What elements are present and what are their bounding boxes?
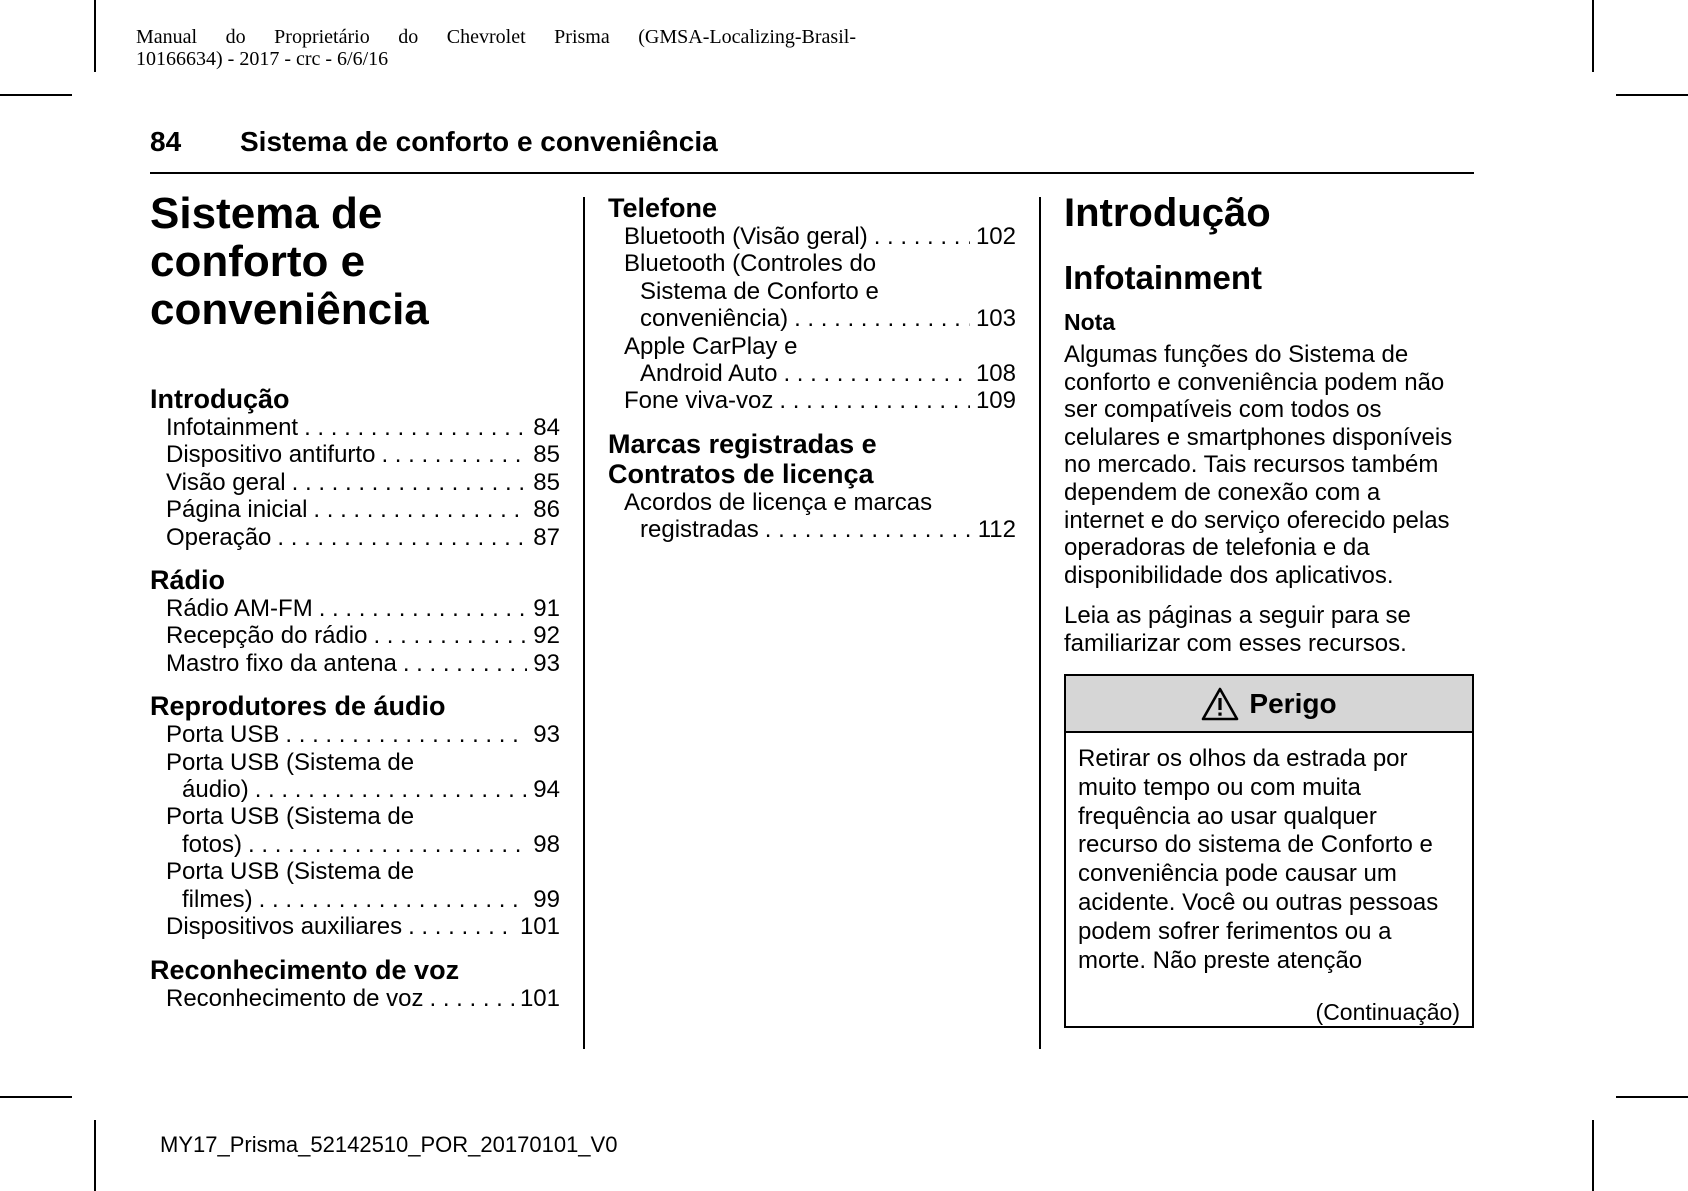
chapter-title-line: conforto e xyxy=(150,237,366,286)
toc-entry-label: Mastro fixo da antena xyxy=(166,649,397,677)
toc-entry-label: Rádio AM-FM xyxy=(166,595,313,623)
toc-entry-label: Visão geral xyxy=(166,468,286,496)
crop-mark xyxy=(1616,1096,1688,1098)
toc-page-number: 93 xyxy=(533,649,560,677)
text-line: recurso do sistema de Conforto e xyxy=(1078,831,1433,859)
text-line: conveniência pode causar um xyxy=(1078,860,1397,888)
toc-dot-leader xyxy=(285,721,527,748)
toc-entry-label: Dispositivo antifurto xyxy=(166,441,376,469)
toc-entry[interactable] xyxy=(608,360,1016,387)
toc-page-number: 108 xyxy=(975,360,1016,388)
toc-entry-label: Página inicial xyxy=(166,496,308,524)
crop-mark xyxy=(0,94,72,96)
toc-entry[interactable] xyxy=(608,223,1016,250)
chapter-title-line: conveniência xyxy=(150,285,429,334)
warning-header xyxy=(1066,676,1472,733)
toc-entry-label: Fone viva-voz xyxy=(624,387,774,415)
text-line: acidente. Você ou outras pessoas xyxy=(1078,888,1439,916)
toc-page-number: 85 xyxy=(533,468,560,496)
toc-entry-label[interactable]: Bluetooth (Controles do xyxy=(624,250,877,278)
toc-entry-label: filmes) xyxy=(182,885,253,913)
toc-entry[interactable] xyxy=(608,387,1016,414)
note-paragraph xyxy=(1064,341,1484,589)
text-line: morte. Não preste atenção xyxy=(1078,946,1363,974)
toc-page-number: 86 xyxy=(533,496,560,524)
text-line: frequência ao usar qualquer xyxy=(1078,802,1377,830)
warning-box xyxy=(1064,674,1474,1028)
toc-entry[interactable] xyxy=(150,831,560,858)
toc-entry[interactable] xyxy=(608,516,1016,543)
toc-section-heading: Rádio xyxy=(150,565,226,596)
text-line: operadoras de telefonia e da xyxy=(1064,534,1370,562)
toc-dot-leader xyxy=(292,469,528,496)
toc-section-heading: Marcas registradas e xyxy=(608,428,877,459)
text-line: Leia as páginas a seguir para se xyxy=(1064,602,1411,629)
warning-triangle-icon xyxy=(1201,687,1239,721)
toc-dot-leader xyxy=(779,387,970,414)
text-line: conforto e conveniência podem não xyxy=(1064,368,1445,396)
toc-entry-label: áudio) xyxy=(182,776,249,804)
toc-section-heading: Introdução xyxy=(150,384,290,414)
toc-middle-column xyxy=(608,193,1016,544)
body-paragraph xyxy=(1064,602,1484,657)
toc-page-number: 101 xyxy=(519,984,560,1012)
toc-dot-leader xyxy=(277,524,527,551)
column-divider xyxy=(583,197,585,1049)
toc-page-number: 93 xyxy=(533,721,560,749)
crop-mark xyxy=(0,1096,72,1098)
toc-entry-label: Operação xyxy=(166,523,272,551)
toc-entry[interactable] xyxy=(150,496,560,523)
text-line: muito tempo ou com muita xyxy=(1078,773,1361,801)
toc-entry[interactable] xyxy=(150,985,560,1012)
toc-entry-label: conveniência) xyxy=(640,305,789,333)
toc-entry-label: fotos) xyxy=(182,830,243,858)
text-line: Algumas funções do Sistema de xyxy=(1064,341,1409,368)
toc-dot-leader xyxy=(783,360,970,387)
toc-entry-label: Reconhecimento de voz xyxy=(166,984,424,1012)
continuation-label: (Continuação) xyxy=(1315,999,1460,1025)
text-line: internet e do serviço oferecido pelas xyxy=(1064,506,1450,534)
text-line: dependem de conexão com a xyxy=(1064,478,1381,506)
toc-page-number: 87 xyxy=(533,523,560,551)
toc-section-heading: Telefone xyxy=(608,193,718,223)
toc-entry[interactable] xyxy=(150,776,560,803)
toc-dot-leader xyxy=(429,985,513,1012)
toc-section-heading: Contratos de licença xyxy=(608,458,874,489)
toc-page-number: 109 xyxy=(975,387,1016,415)
toc-entry-label[interactable]: Porta USB (Sistema de xyxy=(166,803,415,831)
footer-code: MY17_Prisma_52142510_POR_20170101_V0 xyxy=(160,1132,618,1157)
toc-entry-label[interactable]: Acordos de licença e marcas xyxy=(624,488,933,516)
toc-dot-leader xyxy=(313,496,527,523)
toc-entry[interactable] xyxy=(150,469,560,496)
text-line: disponibilidade dos aplicativos. xyxy=(1064,561,1394,589)
toc-entry-label[interactable]: Porta USB (Sistema de xyxy=(166,748,415,776)
toc-dot-leader xyxy=(319,595,528,622)
warning-body xyxy=(1066,733,1472,975)
toc-page-number: 84 xyxy=(533,414,560,441)
toc-page-number: 112 xyxy=(977,516,1016,544)
crop-mark xyxy=(1616,94,1688,96)
text-line: ser compatíveis com todos os xyxy=(1064,396,1382,424)
toc-left-column xyxy=(150,384,560,1012)
toc-dot-leader xyxy=(765,516,972,543)
toc-page-number: 101 xyxy=(519,913,560,941)
toc-entry-label: Porta USB xyxy=(166,721,280,749)
toc-dot-leader xyxy=(874,223,970,250)
toc-entry[interactable] xyxy=(150,524,560,551)
toc-dot-leader xyxy=(304,414,527,441)
toc-dot-leader xyxy=(373,622,527,649)
toc-entry[interactable] xyxy=(150,721,560,748)
toc-dot-leader xyxy=(408,913,514,940)
toc-entry[interactable] xyxy=(150,622,560,649)
toc-entry-label[interactable]: Apple CarPlay e xyxy=(624,332,798,360)
text-line: celulares e smartphones disponíveis xyxy=(1064,423,1453,451)
text-line: no mercado. Tais recursos também xyxy=(1064,451,1439,479)
toc-entry[interactable] xyxy=(150,886,560,913)
toc-page-number: 91 xyxy=(533,595,560,623)
toc-entry[interactable] xyxy=(608,305,1016,332)
toc-entry[interactable] xyxy=(150,414,560,441)
document-meta-line: Manual do Proprietário do Chevrolet Prisma (GMSA-Localizing-Brasil- xyxy=(136,26,856,48)
page-number: 84 xyxy=(150,126,182,157)
toc-entry-label[interactable]: Sistema de Conforto e xyxy=(640,277,879,305)
toc-page-number: 92 xyxy=(533,622,560,650)
column-divider xyxy=(1039,197,1041,1049)
toc-entry-label: Bluetooth (Visão geral) xyxy=(624,223,868,250)
crop-mark xyxy=(94,1120,96,1191)
toc-page-number: 103 xyxy=(975,305,1016,333)
toc-page-number: 85 xyxy=(533,441,560,469)
toc-entry-label[interactable]: Porta USB (Sistema de xyxy=(166,858,415,886)
toc-entry[interactable] xyxy=(150,913,560,940)
document-meta xyxy=(136,26,856,70)
toc-entry-label: registradas xyxy=(640,516,759,544)
toc-dot-leader xyxy=(381,441,527,468)
toc-entry[interactable] xyxy=(150,595,560,622)
toc-dot-leader xyxy=(255,776,528,803)
section-title: Introdução xyxy=(1064,191,1271,235)
chapter-title-line: Sistema de xyxy=(150,189,383,238)
toc-dot-leader xyxy=(248,831,527,858)
document-meta-line: 10166634) - 2017 - crc - 6/6/16 xyxy=(136,48,389,70)
text-line: familiarizar com esses recursos. xyxy=(1064,629,1407,657)
text-line: Retirar os olhos da estrada por xyxy=(1078,745,1408,772)
note-label: Nota xyxy=(1064,309,1116,335)
toc-page-number: 102 xyxy=(975,223,1016,250)
toc-page-number: 94 xyxy=(533,776,560,804)
chapter-title xyxy=(150,190,429,334)
crop-mark xyxy=(94,0,96,72)
running-header-title: Sistema de conforto e conveniência xyxy=(240,126,718,157)
crop-mark xyxy=(1592,1120,1594,1191)
toc-dot-leader xyxy=(403,650,527,677)
toc-entry-label: Dispositivos auxiliares xyxy=(166,913,403,941)
subsection-title: Infotainment xyxy=(1064,259,1262,296)
toc-section-heading: Reconhecimento de voz xyxy=(150,954,460,985)
toc-page-number: 98 xyxy=(533,830,560,858)
toc-entry-label: Recepção do rádio xyxy=(166,622,368,650)
warning-title: Perigo xyxy=(1249,687,1337,719)
toc-entry[interactable] xyxy=(150,650,560,677)
toc-entry[interactable] xyxy=(150,441,560,468)
toc-entry-label: Infotainment xyxy=(166,414,299,441)
toc-dot-leader xyxy=(794,305,970,332)
text-line: podem sofrer ferimentos ou a xyxy=(1078,917,1392,945)
toc-page-number: 99 xyxy=(533,885,560,913)
toc-entry-label: Android Auto xyxy=(640,360,778,388)
toc-section-heading: Reprodutores de áudio xyxy=(150,691,446,722)
header-rule xyxy=(150,172,1474,174)
toc-dot-leader xyxy=(259,886,528,913)
crop-mark xyxy=(1592,0,1594,72)
